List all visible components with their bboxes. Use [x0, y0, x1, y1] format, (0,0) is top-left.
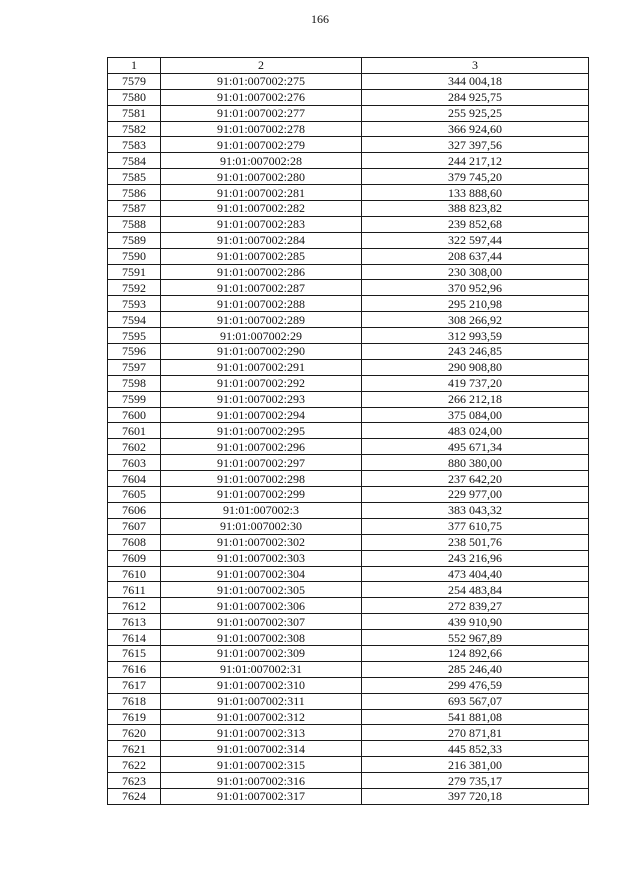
cell-value: 693 567,07 [362, 693, 589, 709]
cell-index: 7595 [108, 328, 161, 344]
table-row [108, 582, 589, 598]
cell-cadastral-number: 91:01:007002:308 [161, 630, 362, 646]
cell-value: 239 852,68 [362, 216, 589, 232]
table-row [108, 788, 589, 804]
table-row [108, 661, 589, 677]
table-row [108, 741, 589, 757]
table-row [108, 232, 589, 248]
column-header-cadastral-number: 2 [161, 58, 362, 74]
cell-value: 439 910,90 [362, 614, 589, 630]
cell-index: 7618 [108, 693, 161, 709]
cell-index: 7622 [108, 757, 161, 773]
cell-index: 7607 [108, 518, 161, 534]
cell-index: 7581 [108, 105, 161, 121]
cell-cadastral-number: 91:01:007002:284 [161, 232, 362, 248]
cell-cadastral-number: 91:01:007002:290 [161, 344, 362, 360]
cell-value: 255 925,25 [362, 105, 589, 121]
cell-index: 7606 [108, 502, 161, 518]
cell-value: 552 967,89 [362, 630, 589, 646]
table-row [108, 375, 589, 391]
cell-index: 7612 [108, 598, 161, 614]
cell-index: 7608 [108, 534, 161, 550]
cell-cadastral-number: 91:01:007002:281 [161, 185, 362, 201]
cell-index: 7587 [108, 201, 161, 217]
table-row [108, 328, 589, 344]
cell-index: 7582 [108, 121, 161, 137]
cell-cadastral-number: 91:01:007002:280 [161, 169, 362, 185]
cell-index: 7603 [108, 455, 161, 471]
cell-value: 880 380,00 [362, 455, 589, 471]
table-row [108, 518, 589, 534]
table-row [108, 73, 589, 89]
cell-cadastral-number: 91:01:007002:313 [161, 725, 362, 741]
table-row [108, 423, 589, 439]
cell-index: 7596 [108, 344, 161, 360]
table-row [108, 296, 589, 312]
cell-cadastral-number: 91:01:007002:31 [161, 661, 362, 677]
table-row [108, 137, 589, 153]
cell-value: 383 043,32 [362, 502, 589, 518]
cell-value: 397 720,18 [362, 788, 589, 804]
cell-cadastral-number: 91:01:007002:297 [161, 455, 362, 471]
table-row [108, 312, 589, 328]
cell-cadastral-number: 91:01:007002:278 [161, 121, 362, 137]
cell-value: 483 024,00 [362, 423, 589, 439]
cell-cadastral-number: 91:01:007002:298 [161, 471, 362, 487]
cell-cadastral-number: 91:01:007002:29 [161, 328, 362, 344]
table-row [108, 248, 589, 264]
cell-index: 7589 [108, 232, 161, 248]
cell-cadastral-number: 91:01:007002:317 [161, 788, 362, 804]
table-row [108, 534, 589, 550]
cell-value: 284 925,75 [362, 89, 589, 105]
cell-index: 7593 [108, 296, 161, 312]
cell-index: 7620 [108, 725, 161, 741]
cell-index: 7602 [108, 439, 161, 455]
cell-cadastral-number: 91:01:007002:315 [161, 757, 362, 773]
table-row [108, 201, 589, 217]
cell-value: 388 823,82 [362, 201, 589, 217]
cell-cadastral-number: 91:01:007002:3 [161, 502, 362, 518]
table-row [108, 550, 589, 566]
cell-cadastral-number: 91:01:007002:295 [161, 423, 362, 439]
table-row [108, 566, 589, 582]
table-row [108, 471, 589, 487]
cell-cadastral-number: 91:01:007002:285 [161, 248, 362, 264]
table-row [108, 439, 589, 455]
cell-cadastral-number: 91:01:007002:276 [161, 89, 362, 105]
cell-cadastral-number: 91:01:007002:310 [161, 677, 362, 693]
cell-cadastral-number: 91:01:007002:314 [161, 741, 362, 757]
table-row [108, 359, 589, 375]
cell-index: 7617 [108, 677, 161, 693]
cell-index: 7624 [108, 788, 161, 804]
cell-index: 7579 [108, 73, 161, 89]
table-row [108, 630, 589, 646]
page-number: 166 [311, 12, 329, 26]
table-row [108, 153, 589, 169]
cell-value: 495 671,34 [362, 439, 589, 455]
cell-index: 7621 [108, 741, 161, 757]
cell-value: 299 476,59 [362, 677, 589, 693]
cell-value: 230 308,00 [362, 264, 589, 280]
table-row [108, 264, 589, 280]
cell-cadastral-number: 91:01:007002:283 [161, 216, 362, 232]
cell-cadastral-number: 91:01:007002:296 [161, 439, 362, 455]
cell-value: 322 597,44 [362, 232, 589, 248]
cell-index: 7604 [108, 471, 161, 487]
cell-cadastral-number: 91:01:007002:312 [161, 709, 362, 725]
column-header-value: 3 [362, 58, 589, 74]
table-row [108, 598, 589, 614]
cell-index: 7616 [108, 661, 161, 677]
table-row [108, 709, 589, 725]
cell-index: 7605 [108, 487, 161, 503]
cell-cadastral-number: 91:01:007002:279 [161, 137, 362, 153]
cell-index: 7583 [108, 137, 161, 153]
cell-index: 7615 [108, 645, 161, 661]
table-row [108, 487, 589, 503]
cell-cadastral-number: 91:01:007002:282 [161, 201, 362, 217]
cell-index: 7619 [108, 709, 161, 725]
cell-cadastral-number: 91:01:007002:30 [161, 518, 362, 534]
cell-value: 229 977,00 [362, 487, 589, 503]
column-header-index: 1 [108, 58, 161, 74]
table-row [108, 105, 589, 121]
cell-value: 366 924,60 [362, 121, 589, 137]
cell-value: 473 404,40 [362, 566, 589, 582]
cell-value: 266 212,18 [362, 391, 589, 407]
cell-cadastral-number: 91:01:007002:307 [161, 614, 362, 630]
cell-value: 375 084,00 [362, 407, 589, 423]
cell-value: 308 266,92 [362, 312, 589, 328]
table-row [108, 344, 589, 360]
cell-index: 7614 [108, 630, 161, 646]
cell-cadastral-number: 91:01:007002:288 [161, 296, 362, 312]
cell-cadastral-number: 91:01:007002:304 [161, 566, 362, 582]
cell-value: 238 501,76 [362, 534, 589, 550]
table-row [108, 216, 589, 232]
cell-cadastral-number: 91:01:007002:311 [161, 693, 362, 709]
cell-cadastral-number: 91:01:007002:286 [161, 264, 362, 280]
cell-value: 370 952,96 [362, 280, 589, 296]
cell-value: 244 217,12 [362, 153, 589, 169]
cell-index: 7611 [108, 582, 161, 598]
table-row [108, 725, 589, 741]
cell-cadastral-number: 91:01:007002:277 [161, 105, 362, 121]
cell-cadastral-number: 91:01:007002:309 [161, 645, 362, 661]
table-row [108, 773, 589, 789]
cell-value: 133 888,60 [362, 185, 589, 201]
cell-value: 295 210,98 [362, 296, 589, 312]
cell-value: 243 246,85 [362, 344, 589, 360]
cell-value: 379 745,20 [362, 169, 589, 185]
cell-index: 7601 [108, 423, 161, 439]
table-row [108, 677, 589, 693]
cell-index: 7588 [108, 216, 161, 232]
cell-value: 290 908,80 [362, 359, 589, 375]
cell-index: 7594 [108, 312, 161, 328]
cell-index: 7590 [108, 248, 161, 264]
table-row [108, 757, 589, 773]
cell-value: 419 737,20 [362, 375, 589, 391]
cell-index: 7613 [108, 614, 161, 630]
cell-cadastral-number: 91:01:007002:294 [161, 407, 362, 423]
cell-value: 377 610,75 [362, 518, 589, 534]
cell-index: 7598 [108, 375, 161, 391]
cell-index: 7591 [108, 264, 161, 280]
cell-index: 7609 [108, 550, 161, 566]
cell-cadastral-number: 91:01:007002:28 [161, 153, 362, 169]
table-body [108, 73, 589, 804]
cell-cadastral-number: 91:01:007002:292 [161, 375, 362, 391]
cell-index: 7592 [108, 280, 161, 296]
cell-cadastral-number: 91:01:007002:291 [161, 359, 362, 375]
cell-value: 243 216,96 [362, 550, 589, 566]
cadastral-value-table [107, 57, 589, 805]
table-row [108, 89, 589, 105]
cell-index: 7580 [108, 89, 161, 105]
table-row [108, 391, 589, 407]
cell-value: 445 852,33 [362, 741, 589, 757]
table-row [108, 280, 589, 296]
cell-index: 7610 [108, 566, 161, 582]
cell-cadastral-number: 91:01:007002:289 [161, 312, 362, 328]
cell-value: 541 881,08 [362, 709, 589, 725]
cell-cadastral-number: 91:01:007002:302 [161, 534, 362, 550]
cell-value: 327 397,56 [362, 137, 589, 153]
cell-value: 279 735,17 [362, 773, 589, 789]
cell-value: 344 004,18 [362, 73, 589, 89]
cell-index: 7586 [108, 185, 161, 201]
table-row [108, 407, 589, 423]
cell-value: 270 871,81 [362, 725, 589, 741]
table-row [108, 502, 589, 518]
cell-cadastral-number: 91:01:007002:287 [161, 280, 362, 296]
cell-value: 208 637,44 [362, 248, 589, 264]
cell-index: 7597 [108, 359, 161, 375]
cell-value: 216 381,00 [362, 757, 589, 773]
cell-cadastral-number: 91:01:007002:299 [161, 487, 362, 503]
table-row [108, 645, 589, 661]
cell-cadastral-number: 91:01:007002:275 [161, 73, 362, 89]
cell-cadastral-number: 91:01:007002:306 [161, 598, 362, 614]
cell-value: 237 642,20 [362, 471, 589, 487]
cell-value: 272 839,27 [362, 598, 589, 614]
cell-value: 312 993,59 [362, 328, 589, 344]
header-row [108, 58, 589, 74]
table-row [108, 455, 589, 471]
cell-index: 7600 [108, 407, 161, 423]
cell-cadastral-number: 91:01:007002:293 [161, 391, 362, 407]
cell-value: 124 892,66 [362, 645, 589, 661]
cell-cadastral-number: 91:01:007002:316 [161, 773, 362, 789]
cell-index: 7584 [108, 153, 161, 169]
table-row [108, 614, 589, 630]
table-row [108, 693, 589, 709]
table-row [108, 121, 589, 137]
cell-index: 7623 [108, 773, 161, 789]
cell-value: 254 483,84 [362, 582, 589, 598]
table-row [108, 185, 589, 201]
cell-value: 285 246,40 [362, 661, 589, 677]
cell-cadastral-number: 91:01:007002:305 [161, 582, 362, 598]
cell-cadastral-number: 91:01:007002:303 [161, 550, 362, 566]
table-row [108, 169, 589, 185]
cell-index: 7599 [108, 391, 161, 407]
cell-index: 7585 [108, 169, 161, 185]
table-header [108, 58, 589, 74]
